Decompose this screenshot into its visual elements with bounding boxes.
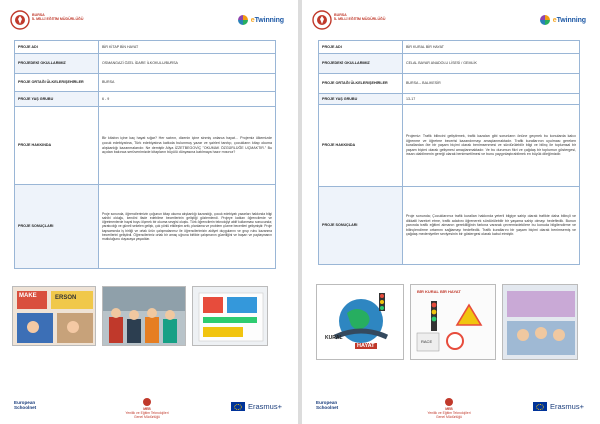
label-partners: PROJE ORTAĞI ÜLKELER/ŞEHİRLER [319, 74, 403, 94]
label-age-group: PROJE YAŞ GRUBU [15, 92, 99, 107]
label-results: PROJE SONUÇLARI [15, 185, 99, 269]
page-header [0, 8, 298, 34]
meb-seal-icon [445, 398, 453, 406]
meb-yegitek-logo [418, 398, 480, 419]
european-schoolnet-logo [316, 400, 338, 410]
footer-yegitek-2: Genel Müdürlüğü [435, 415, 462, 419]
value-schools: OSMANGAZİ ÖZEL İDARE İLKOKULU/BURSA [99, 54, 276, 74]
value-project-name: BİR KİTAP BİN HAYAT [99, 41, 276, 54]
traffic-poster-image [411, 285, 496, 360]
photo-road-safety [502, 284, 578, 360]
meb-logo-icon [312, 10, 332, 30]
meb-logo-text: BURSA İL MİLLİ EĞİTİM MÜDÜRLÜĞÜ [334, 13, 386, 22]
label-project-name: PROJE ADI [15, 41, 99, 54]
photo-traffic-poster [410, 284, 496, 360]
students-image [103, 287, 186, 346]
value-partners: BURSA – BALIKESİR [403, 74, 580, 94]
erasmus-text: Erasmus+ [248, 402, 282, 411]
meb-logo-icon [10, 10, 30, 30]
photo-poster-title: BİR KURAL BİR HAYAT [417, 289, 461, 294]
value-age-group: 13-17 [403, 94, 580, 105]
etwinning-logo [238, 14, 284, 26]
photo-caption-2: ERSON [55, 295, 77, 301]
etwinning-word: Twinning [556, 16, 586, 24]
etwinning-e: e [552, 16, 557, 24]
eu-flag-icon [533, 402, 547, 411]
erasmus-logo [533, 402, 584, 411]
footer-yegitek-1: Yenilik ve Eğitim Teknolojileri [427, 411, 471, 415]
value-results: Proje sonunda, öğrencilerimizin çoğunun kitap okuma alışkanlığı kazandığı, çocuk edebiyatı yazarları hakkında bilgi sahibi olduğu, kendini ifade edebilme becerilerinin geliştiği gözlemlendi. Projeye katılan öğrencilerde ve öğretmenlerde hayal boyu ölçmek bir okuma sevgisi oluştu. Türk öğrencilerin teknolojiyi aktif kullanması sonucunda; yaratıcılığı ve güneli sekelen geliştı, çok yönlü etkileşim arttı, planlama ve problem çözme becerileri gelişmiştir. Proje kapsamında iş birliği ve ortak ürün çalışmalarımız ile öğrencilerimizin aidiyet duygularını ve grup ruhu kazanma becerilerini geliştirdi. Öğrencilerimiz ortak bir amaç uğruna birlikte çalışmanın güzelliğini ve başarı ve paylaşmanın mutluluğunu duyacaya yaşadılar. [99, 185, 276, 269]
footer-yegitek-2: Genel Müdürlüğü [133, 415, 160, 419]
value-about: Bir kitabın içine kaç hayat sığar? Her satırın, dizenin içine sinmiş onlarca hayat… Projemiz ülkemizde çocuk edebiyatına, Türk edebiyatına katkıda bulunmuş yazar ve şairleri tanıtıp, çocukların kitap okuma alışkanlığı kazanmalarıdır. Ne demiştir Aliya İZZETBEGOVİÇ "OKUMAK ÖZGÜRLÜĞE UÇMAKTIR." Bu açıdan bakınca serüvenimizde kitapların büyülü dünyasına katılmaya hazır mısınız? [99, 107, 276, 185]
photo-poster [192, 286, 268, 346]
right-page [302, 0, 600, 424]
page-footer [0, 398, 298, 422]
erasmus-text: Erasmus+ [550, 402, 584, 411]
label-about: PROJE HAKKINDA [15, 107, 99, 185]
value-partners: BURSA [99, 74, 276, 92]
label-results: PROJE SONUÇLARI [319, 187, 403, 265]
etwinning-star-icon [238, 15, 248, 25]
label-schools: PROJEDEKİ OKULLARIMIZ [319, 54, 403, 74]
photo-classroom-activity [12, 286, 96, 346]
photo-kural-text: KURAL [325, 335, 343, 341]
label-age-group: PROJE YAŞ GRUBU [319, 94, 403, 105]
photo-earth-traffic [316, 284, 404, 360]
value-project-name: BİR KURAL BİR HAYAT [403, 41, 580, 54]
eu-line-1: European [14, 400, 36, 405]
etwinning-star-icon [540, 15, 550, 25]
left-project-table [14, 40, 276, 269]
right-project-table [318, 40, 580, 265]
label-partners: PROJE ORTAĞI ÜLKELER/ŞEHİRLER [15, 74, 99, 92]
eu-flag-icon [231, 402, 245, 411]
photo-students [102, 286, 186, 346]
european-schoolnet-logo [14, 400, 36, 410]
meb-seal-icon [143, 398, 151, 406]
etwinning-word: Twinning [254, 16, 284, 24]
meb-logo-text: BURSA İL MİLLİ EĞİTİM MÜDÜRLÜĞÜ [32, 13, 84, 22]
page-footer [302, 398, 600, 422]
poster-image [193, 287, 268, 346]
label-project-name: PROJE ADI [319, 41, 403, 54]
eu-line-2: Schoolnet [14, 405, 37, 410]
footer-meb: MEB [445, 407, 453, 411]
label-schools: PROJEDEKİ OKULLARIMIZ [15, 54, 99, 74]
etwinning-e: e [250, 16, 255, 24]
road-safety-image [503, 285, 578, 360]
photo-hayat-text: HAYAT [357, 343, 375, 349]
right-photo-strip [316, 284, 578, 360]
footer-yegitek-1: Yenilik ve Eğitim Teknolojileri [125, 411, 169, 415]
eu-line-1: European [316, 400, 338, 405]
value-age-group: 6 - 9 [99, 92, 276, 107]
value-schools: CELAL BAYAR ANADOLU LİSESİ / GEMLİK [403, 54, 580, 74]
photo-race-text: RACE [421, 339, 433, 344]
label-about: PROJE HAKKINDA [319, 105, 403, 187]
page-header [302, 8, 600, 34]
photo-caption-1: MAKE [19, 293, 37, 299]
value-about: Projemiz: Trafik bilincini geliştirmek, trafik kazaları gibi sorunların önüne geçmek bu konularda kalıcı öğrenme ve öğretme becerisi kazandırmayı amaçlanmaktadır. Trafik kurallarının uyulması gereken kurallardan öte bir yaşam biçimi olarak benimsenmesi ve sürdürülebilir bilgi ve bilinç ile toplumsal bir yaşam biçimi olarak gelişmesi amaçlanmaktadır. Ve bu durumun fikri ve çağdaş bir toplumun göstergesi, insan olabilmenin gereği olarak benimsetilmesi ve bunu yaygınlaştırabilmek en büyük dileğimizdir. [403, 105, 580, 187]
left-photo-strip [12, 286, 268, 346]
etwinning-logo [540, 14, 586, 26]
erasmus-logo [231, 402, 282, 411]
left-page [0, 0, 298, 424]
footer-meb: MEB [143, 407, 151, 411]
meb-yegitek-logo [116, 398, 178, 419]
value-results: Proje sonunda; Çocuklarımız trafik kuralları hakkında yeterli bilgiye sahip olarak trafikte daha bilinçli ve dikkatli hareket etme, trafik adabını öğrenerek sürdürülebilir bir yaşama sahip olmayı hedefledik. Bunun yanında trafik eğitimi almanın gerekliliğinin farkına vararak çevremizdekilere bu konuda bilgilendirme ve bilinçlendirme ortamını sağlamayı hedefledik. Trafik kurallarını bir yaşam biçimi olarak benimsemiş ve çağdaş medeniyetler seviyesinin bir göstergesi olarak kabul etmiştir. [403, 187, 580, 265]
eu-line-2: Schoolnet [316, 405, 339, 410]
